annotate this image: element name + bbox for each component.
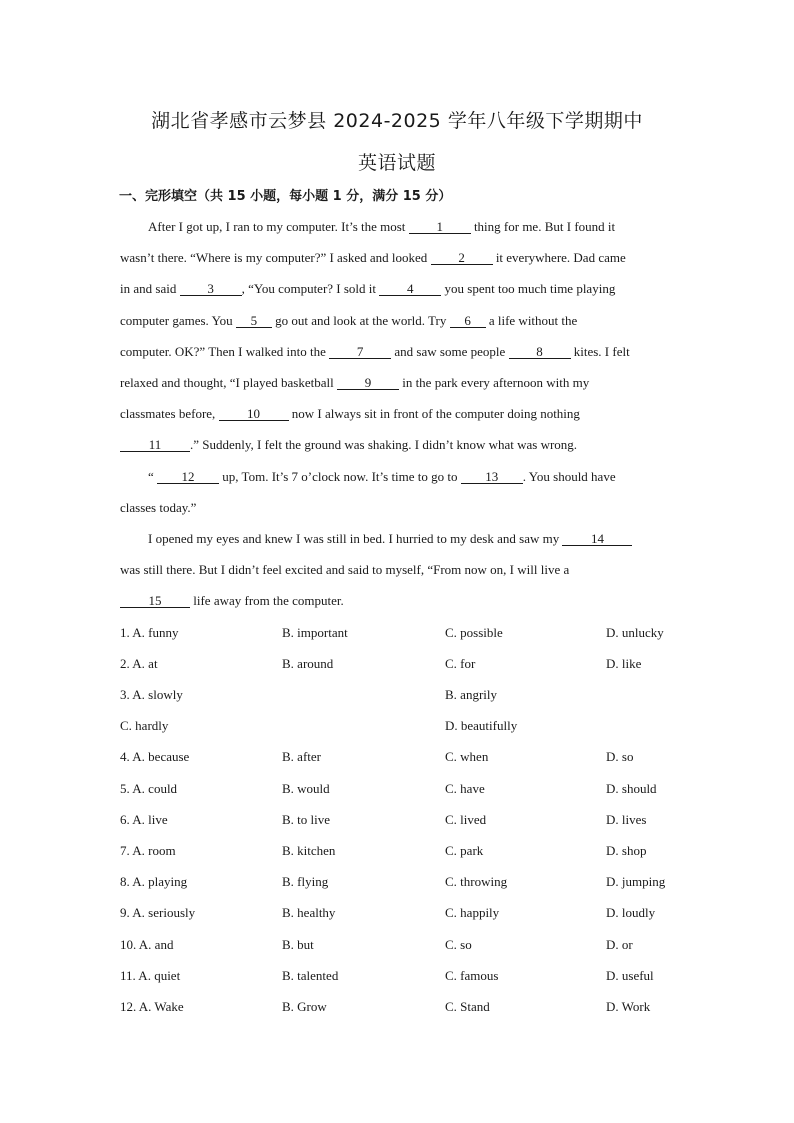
option-c: C. park: [445, 843, 484, 858]
option-b: B. would: [282, 781, 330, 796]
blank-3: 3: [180, 282, 242, 296]
option-d: D. or: [606, 937, 633, 952]
option-c: C. have: [445, 781, 485, 796]
blank-9: 9: [337, 376, 399, 390]
option-d: D. so: [606, 749, 634, 764]
option-a: 2. A. at: [120, 656, 158, 671]
blank-5: 5: [236, 314, 272, 328]
passage-text: relaxed and thought, “I played basketball: [120, 375, 337, 390]
passage-text: , “You computer? I sold it: [241, 281, 380, 296]
option-d: D. loudly: [606, 905, 656, 920]
blank-2: 2: [431, 251, 493, 265]
passage-text: After I got up, I ran to my computer. It’s the most: [148, 219, 409, 234]
option-d: D. like: [606, 656, 642, 671]
option-d: D. should: [606, 781, 657, 796]
passage-line-3: [120, 281, 665, 297]
passage-line-4: [120, 313, 665, 329]
blank-11: 11: [120, 438, 190, 452]
option-a: 6. A. live: [120, 812, 168, 827]
passage-line-2: [120, 250, 665, 266]
option-a: 9. A. seriously: [120, 905, 196, 920]
option-a: 10. A. and: [120, 937, 174, 952]
passage-line-11: [148, 531, 693, 547]
passage-text: in the park every afternoon with my: [398, 375, 590, 390]
option-b: B. healthy: [282, 905, 336, 920]
passage-text: . You should have: [522, 469, 616, 484]
passage-text: computer games. You: [120, 313, 236, 328]
passage-line-8: [120, 437, 665, 453]
option-c: C. happily: [445, 905, 500, 920]
page-subtitle: 英语试题: [357, 152, 436, 174]
option-c: C. Stand: [445, 999, 490, 1014]
option-a: 4. A. because: [120, 749, 190, 764]
option-a: 11. A. quiet: [120, 968, 181, 983]
option-d: D. Work: [606, 999, 651, 1014]
passage-line-9: [148, 469, 693, 485]
blank-6: 6: [450, 314, 486, 328]
passage-text: classes today.”: [120, 500, 197, 515]
passage-text: now I always sit in front of the computer doing nothing: [288, 406, 580, 421]
passage-text: kites. I felt: [570, 344, 630, 359]
page-title: 湖北省孝感市云梦县 2024-2025 学年八年级下学期期中: [151, 110, 643, 132]
blank-15: 15: [120, 594, 190, 608]
option-c: C. for: [445, 656, 476, 671]
option-a: 7. A. room: [120, 843, 176, 858]
option-a: C. hardly: [120, 718, 169, 733]
passage-text: and saw some people: [391, 344, 509, 359]
passage-text: a life without the: [485, 313, 578, 328]
option-c: C. lived: [445, 812, 487, 827]
passage-text: “: [148, 469, 158, 484]
option-d: D. useful: [606, 968, 654, 983]
option-b: B. important: [282, 625, 348, 640]
option-b: B. kitchen: [282, 843, 336, 858]
passage-text: computer. OK?” Then I walked into the: [120, 344, 330, 359]
passage-text: you spent too much time playing: [441, 281, 616, 296]
option-a: 5. A. could: [120, 781, 178, 796]
blank-8: 8: [509, 345, 571, 359]
option-a: 1. A. funny: [120, 625, 179, 640]
passage-text: life away from the computer.: [190, 593, 344, 608]
passage-text: .” Suddenly, I felt the ground was shaking. I didn’t know what was wrong.: [190, 437, 578, 452]
passage-text: up, Tom. It’s 7 o’clock now. It’s time to go to: [219, 469, 461, 484]
blank-10: 10: [219, 407, 289, 421]
option-c: C. throwing: [445, 874, 508, 889]
option-d: D. shop: [606, 843, 647, 858]
passage-line-13: [120, 593, 665, 609]
option-a: 3. A. slowly: [120, 687, 183, 702]
passage-text: wasn’t there. “Where is my computer?” I asked and looked: [120, 250, 431, 265]
passage-text: I opened my eyes and knew I was still in bed. I hurried to my desk and saw my: [148, 531, 563, 546]
option-b: B. talented: [282, 968, 339, 983]
option-c: C. famous: [445, 968, 499, 983]
option-b: B. but: [282, 937, 314, 952]
blank-4: 4: [379, 282, 441, 296]
option-b: B. after: [282, 749, 321, 764]
option-d: D. lives: [606, 812, 647, 827]
passage-text: go out and look at the world. Try: [271, 313, 450, 328]
blank-12: 12: [157, 470, 219, 484]
option-d: D. unlucky: [606, 625, 664, 640]
option-b: B. around: [282, 656, 334, 671]
option-b: B. to live: [282, 812, 331, 827]
option-a: 12. A. Wake: [120, 999, 184, 1014]
blank-7: 7: [329, 345, 391, 359]
option-c: B. angrily: [445, 687, 497, 702]
passage-text: thing for me. But I found it: [470, 219, 616, 234]
option-c: C. possible: [445, 625, 503, 640]
blank-13: 13: [461, 470, 523, 484]
passage-text: was still there. But I didn’t feel excited and said to myself, “From now on, I will live a: [120, 562, 570, 577]
passage-text: it everywhere. Dad came: [492, 250, 626, 265]
option-c: C. when: [445, 749, 489, 764]
passage-line-5: [120, 344, 665, 360]
passage-line-7: [120, 406, 665, 422]
option-a: 8. A. playing: [120, 874, 188, 889]
option-b: B. flying: [282, 874, 329, 889]
passage-line-1: [148, 219, 693, 235]
blank-14: 14: [562, 532, 632, 546]
passage-text: classmates before,: [120, 406, 219, 421]
option-c: D. beautifully: [445, 718, 518, 733]
option-b: B. Grow: [282, 999, 327, 1014]
passage-text: in and said: [120, 281, 180, 296]
passage-line-12: [120, 562, 665, 578]
section-heading: 一、完形填空（共 15 小题，每小题 1 分，满分 15 分）: [119, 189, 452, 204]
passage-line-10: [120, 500, 665, 516]
passage-line-6: [120, 375, 665, 391]
option-d: D. jumping: [606, 874, 666, 889]
option-c: C. so: [445, 937, 472, 952]
blank-1: 1: [409, 220, 471, 234]
